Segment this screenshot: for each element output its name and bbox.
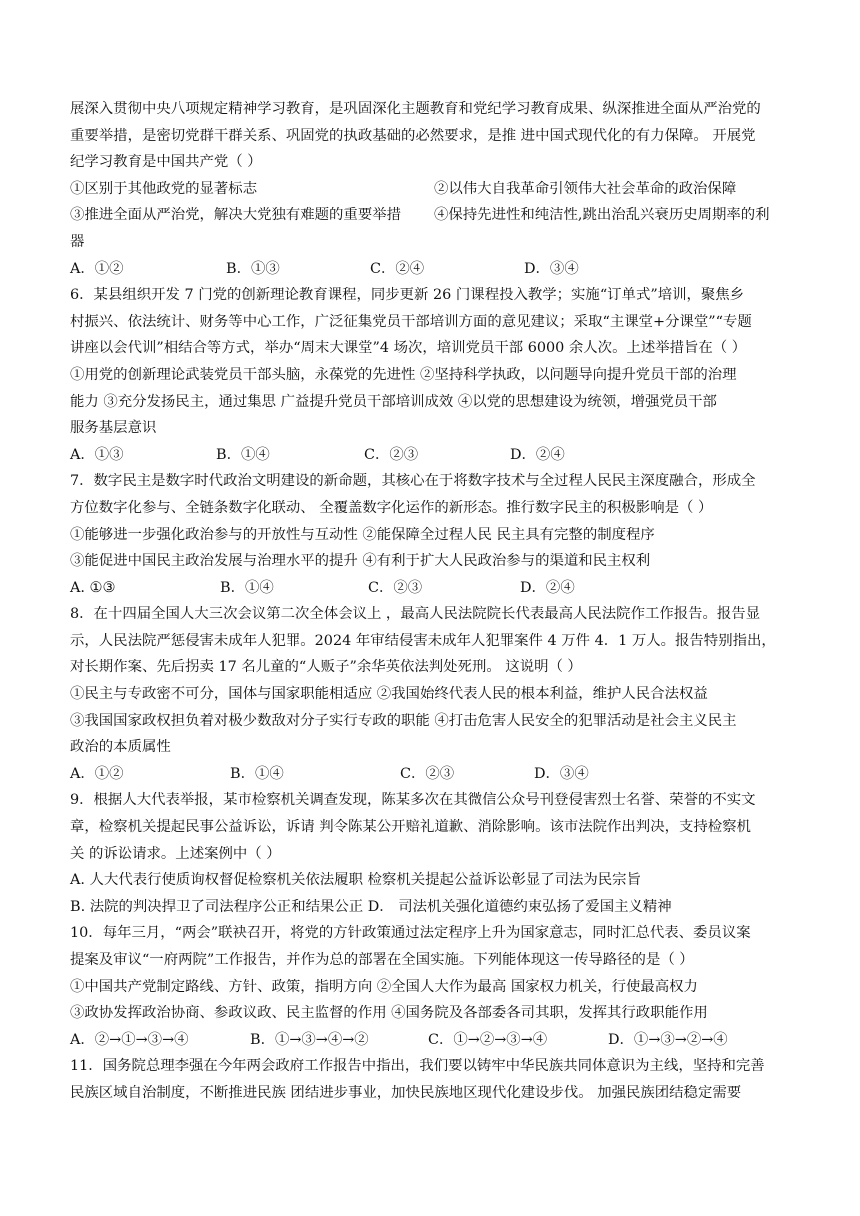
text-line: 村振兴、依法统计、财务等中心工作，广泛征集党员干部培训方面的意见建议；采取“主课堂+分课堂”“专题 — [70, 313, 752, 330]
text-line: ③政协发挥政治协商、参政议政、民主监督的作用 ④国务院及各部委各司其职，发挥其行政职能作用 — [70, 1005, 708, 1022]
choice-d: D．②④ — [520, 579, 575, 596]
text-line: 讲座以会代训”相结合等方式，举办“周末大课堂”4 场次，培训党员干部 6000 余人次。上述举措旨在（ ） — [70, 340, 747, 357]
choice-c: C．②③ — [368, 579, 423, 596]
question-8-stem: 8．在十四届全国人大三次会议第二次全体会议上 ，最高人民法院院长代表最高人民法院作工作报告。报告显 — [70, 606, 761, 623]
choice-b: B．①④ — [230, 765, 284, 782]
text-line: ①用党的创新理论武装党员干部头脑，永葆党的先进性 ②坚持科学执政，以问题导向提升党员干部的治理 — [70, 366, 737, 383]
choice-c: C．②③ — [400, 765, 455, 782]
text-line: 器 — [70, 233, 85, 250]
text-line: 民族区域自治制度，不断推进民族 团结进步事业，加快民族地区现代化建设步伐。 加强民族团结稳定需要 — [70, 1084, 742, 1101]
text-line: 提案及审议“一府两院”工作报告，并作为总的部署在全国实施。下列能体现这一传导路径的是（ ） — [70, 952, 694, 968]
answer-choices — [70, 761, 795, 788]
choice-c: C．①→②→③→④ — [428, 1031, 548, 1048]
text-line: ①能够进一步强化政治参与的开放性与互动性 ②能保障全过程人民 民主具有完整的制度程序 — [70, 526, 655, 543]
answer-choices — [70, 256, 795, 283]
question-7-stem: 7．数字民主是数字时代政治文明建设的新命题，其核心在于将数字技术与全过程人民民主深度融合，形成全 — [70, 473, 756, 490]
option-row — [70, 176, 795, 203]
choice-d: D．①→③→②→④ — [608, 1031, 728, 1048]
option-row — [70, 202, 795, 229]
text-line: 能力 ③充分发扬民主，通过集思 广益提升党员干部培训成效 ④以党的思想建设为统领，增强党员干部 — [70, 393, 717, 410]
choice-a: A．②→①→③→④ — [70, 1031, 189, 1048]
choice-d: D．③④ — [534, 765, 589, 782]
choice-line: A. 人大代表行使质询权督促检察机关依法履职 检察机关提起公益诉讼彰显了司法为民宗旨 — [70, 872, 641, 889]
text-line: ③我国国家政权担负着对极少数敌对分子实行专政的职能 ④打击危害人民安全的犯罪活动是社会主义民主 — [70, 712, 737, 729]
text-line: ①中国共产党制定路线、方针、政策，指明方向 ②全国人大作为最高 国家权力机关，行使最高权力 — [70, 978, 698, 995]
text-line: 对长期作案、先后拐卖 17 名儿童的“人贩子”余华英依法判处死刑。 这说明（ ） — [70, 659, 582, 676]
choice-c: C．②④ — [370, 260, 425, 277]
document-page — [70, 96, 795, 1107]
choice-b: B．①④ — [220, 579, 274, 596]
question-11-stem: 11．国务院总理李强在今年两会政府工作报告中指出，我们要以铸牢中华民族共同体意识为主线，坚持和完善 — [70, 1058, 765, 1075]
question-9-stem: 9．根据人大代表举报，某市检察机关调查发现，陈某多次在其微信公众号刊登侵害烈士名誉、荣誉的不实文 — [70, 792, 756, 809]
text-line: 重要举措，是密切党群干群关系、巩固党的执政基础的必然要求，是推 进中国式现代化的有力保障。 开展党 — [70, 127, 756, 144]
question-10-stem: 10．每年三月，“两会”联袂召开，将党的方针政策通过法定程序上升为国家意志，同时汇总代表、委员议案 — [70, 925, 751, 942]
text-line: 示，人民法院严惩侵害未成年人犯罪。2024 年审结侵害未成年人犯罪案件 4 万件 4．1 万人。报告特别指出， — [70, 632, 776, 649]
text-line: 展深入贯彻中央八项规定精神学习教育，是巩固深化主题教育和党纪学习教育成果、纵深推进全面从严治党的 — [70, 101, 761, 117]
text-line: 纪学习教育是中国共产党（ ） — [70, 154, 262, 171]
text-line: 方位数字化参与、全链条数字化联动、 全覆盖数字化运作的新形态。推行数字民主的积极影响是（ ） — [70, 499, 713, 516]
text-line: ①民主与专政密不可分，国体与国家职能相适应 ②我国始终代表人民的根本利益，维护人民合法权益 — [70, 686, 708, 703]
statement-1: ①区别于其他政党的显著标志 — [70, 180, 258, 197]
choice-d: D．③④ — [524, 260, 579, 277]
answer-choices — [70, 1027, 795, 1054]
choice-line: B. 法院的判决捍卫了司法程序公正和结果公正 D． 司法机关强化道德约束弘扬了爱国主义精神 — [70, 898, 672, 915]
choice-a: A．①② — [70, 260, 124, 277]
answer-choices — [70, 575, 795, 602]
text-line: 关 的诉讼请求。上述案例中（ ） — [70, 845, 281, 862]
statement-3: ③推进全面从严治党，解决大党独有难题的重要举措 — [70, 207, 401, 224]
choice-c: C．②③ — [364, 446, 419, 463]
choice-d: D．②④ — [510, 446, 565, 463]
choice-b: B．①③ — [226, 260, 280, 277]
answer-choices — [70, 442, 795, 469]
choice-a: A．①③ — [70, 446, 124, 463]
question-6-stem: 6．某县组织开发 7 门党的创新理论教育课程，同步更新 26 门课程投入教学；实施“订单式”培训，聚焦乡 — [70, 287, 745, 304]
text-line: 章，检察机关提起民事公益诉讼，诉请 判令陈某公开赔礼道歉、消除影响。该市法院作出判决，支持检察机 — [70, 819, 751, 836]
text-line: 服务基层意识 — [70, 420, 157, 437]
choice-b: B．①④ — [216, 446, 270, 463]
choice-a: A．①② — [70, 765, 124, 782]
statement-2: ②以伟大自我革命引领伟大社会革命的政治保障 — [434, 180, 737, 197]
choice-a: A. ①③ — [70, 579, 116, 596]
choice-b: B．①→③→④→② — [250, 1031, 369, 1048]
text-line: ③能促进中国民主政治发展与治理水平的提升 ④有利于扩大人民政治参与的渠道和民主权利 — [70, 553, 651, 570]
statement-4: ④保持先进性和纯洁性,跳出治乱兴衰历史周期率的利 — [434, 207, 770, 224]
text-line: 政治的本质属性 — [70, 739, 171, 756]
